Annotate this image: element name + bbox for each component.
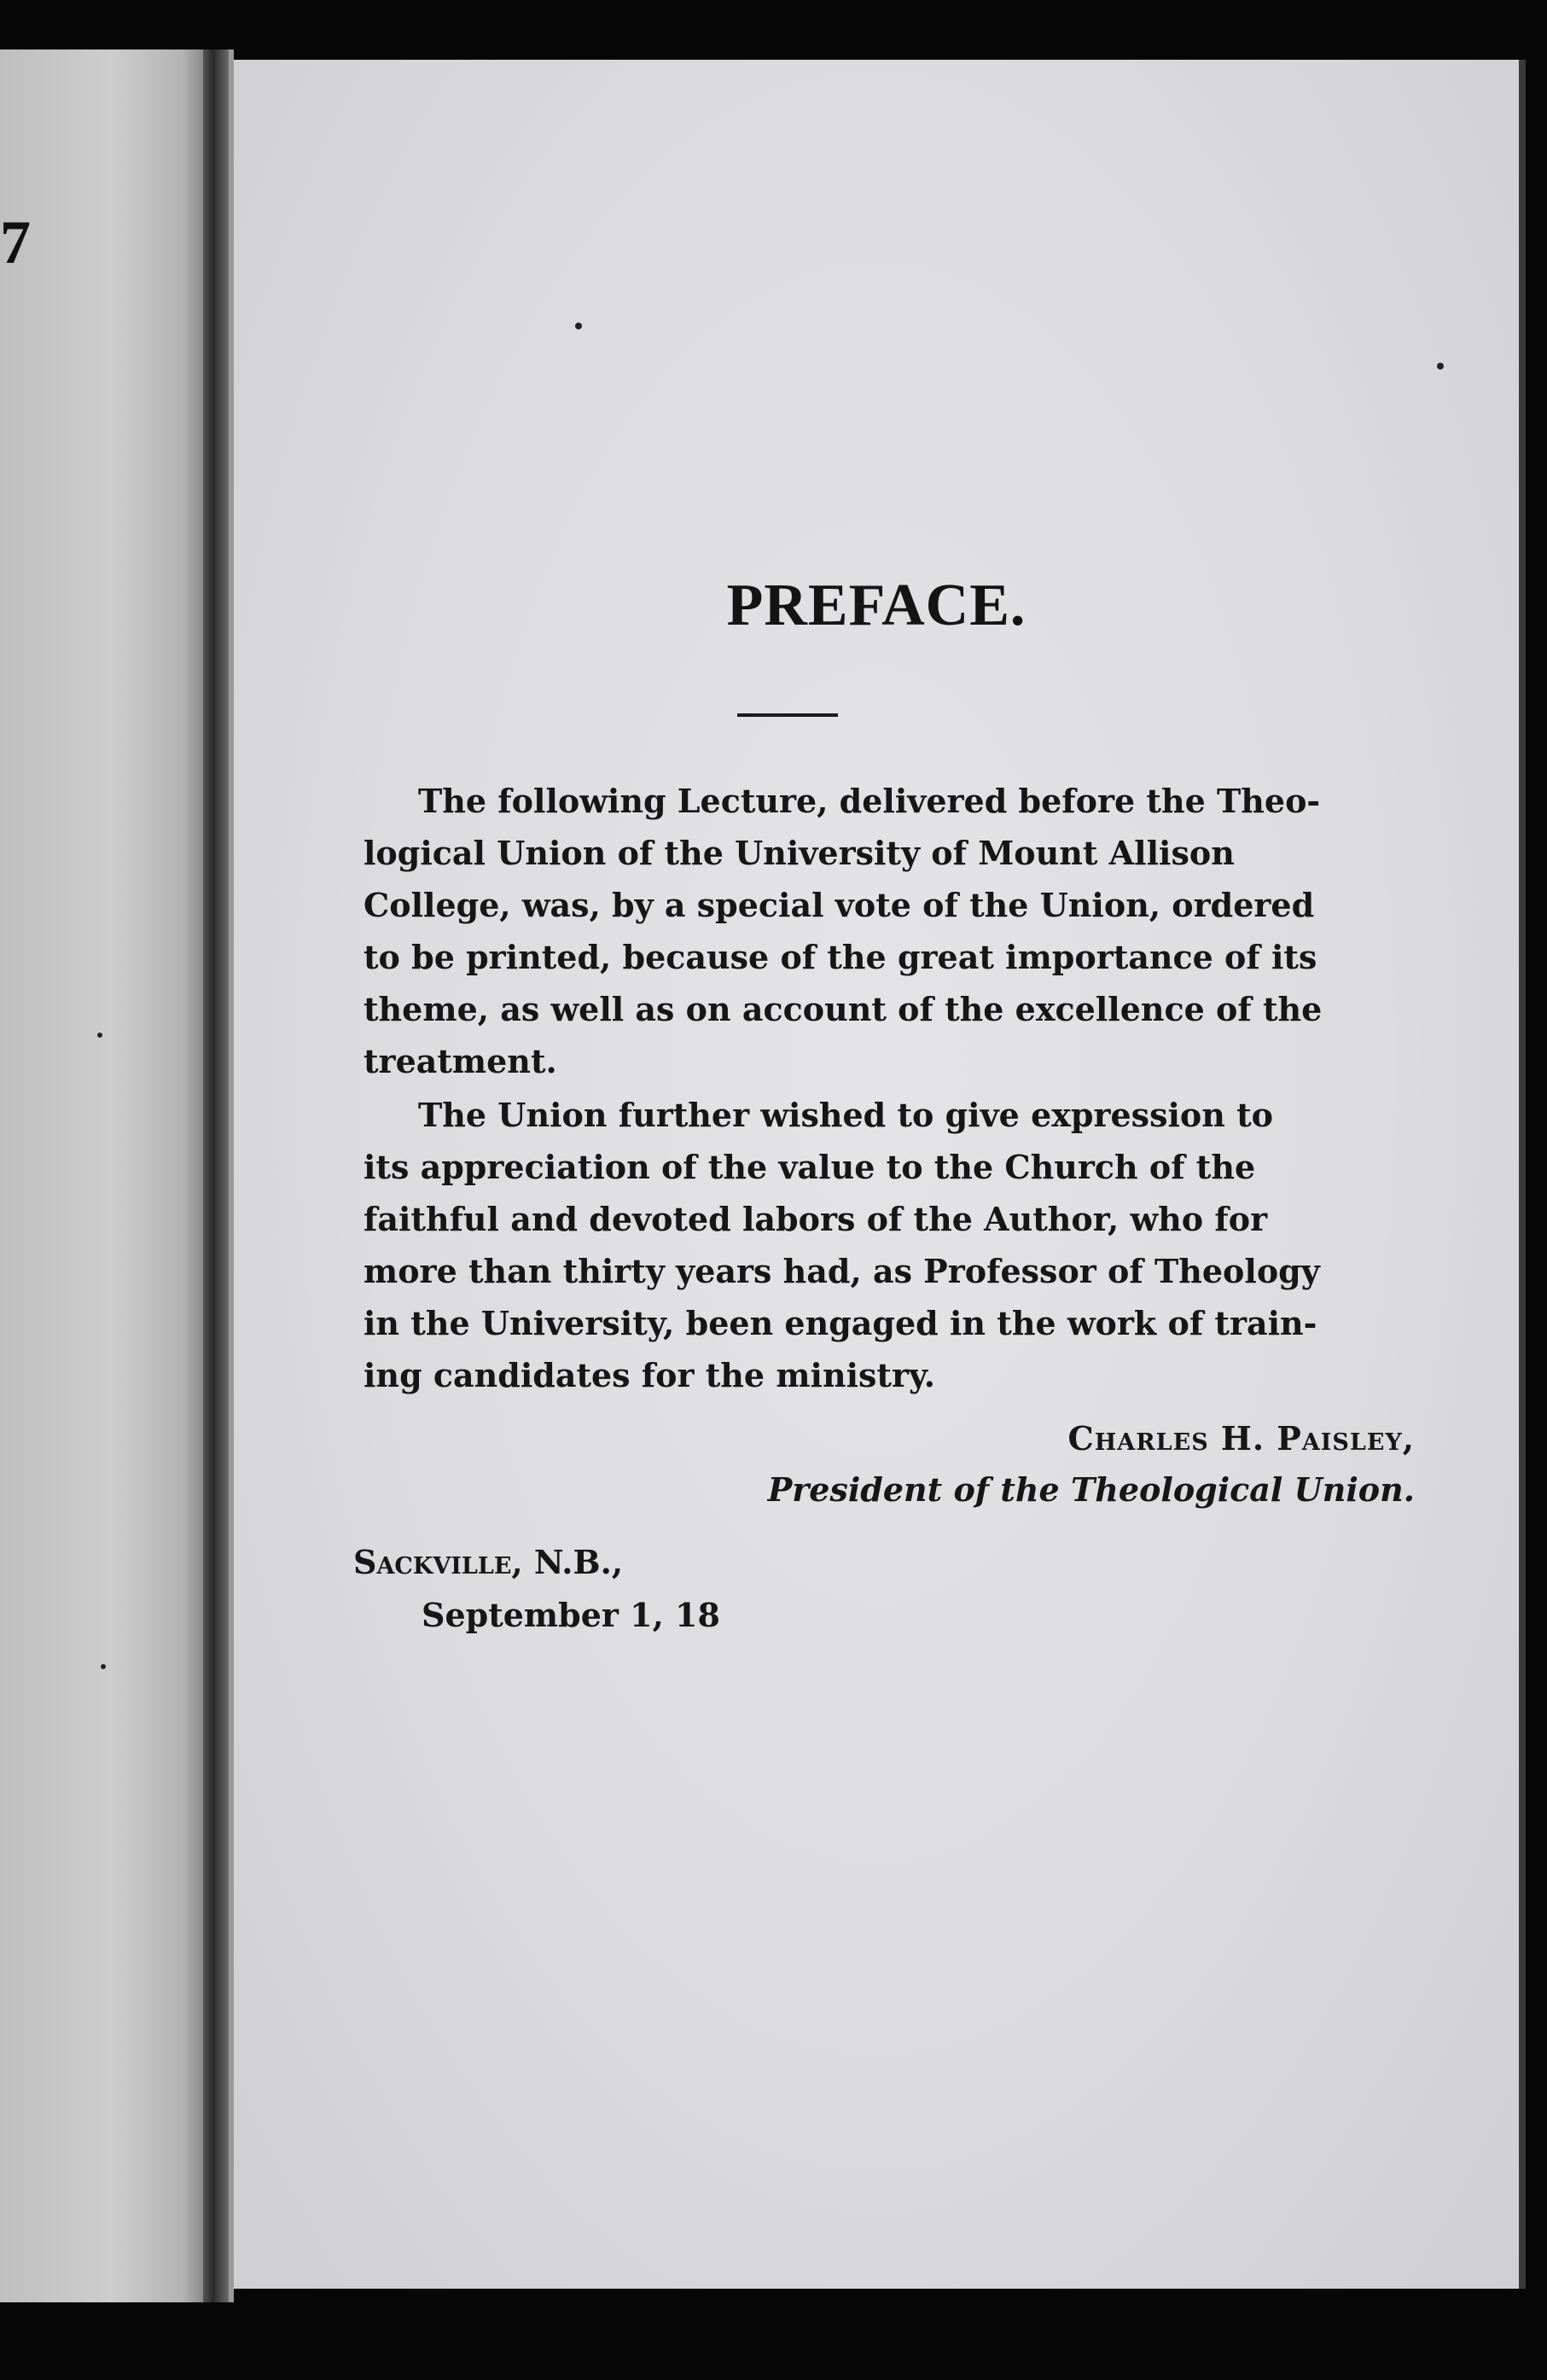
text-line: faithful and devoted labors of the Author, who for <box>363 1200 1268 1238</box>
place: Sackville, N.B., <box>353 1543 624 1581</box>
text-line: treatment. <box>363 1042 557 1080</box>
preface-paragraph-2 <box>363 1089 1449 1401</box>
paper-speck <box>97 1033 102 1038</box>
signature-block <box>768 1413 1415 1516</box>
text-line: ing candidates for the ministry. <box>363 1356 935 1394</box>
date: September 1, 18 <box>422 1596 720 1634</box>
text-line: to be printed, because of the great importance of its <box>363 938 1317 976</box>
title-rule <box>737 713 838 717</box>
margin-mark: 7 <box>0 208 31 276</box>
signatory-title: President of the Theological Union. <box>767 1470 1415 1509</box>
text-line: The following Lecture, delivered before the Theo- <box>418 782 1321 820</box>
paper-speck <box>575 323 582 329</box>
preface-paragraph-1 <box>363 775 1449 1087</box>
paper-speck <box>1437 363 1444 370</box>
signatory-name: Charles H. Paisley, <box>1067 1419 1415 1458</box>
text-line: The Union further wished to give expression to <box>418 1096 1274 1134</box>
text-line: logical Union of the University of Mount Allison <box>363 834 1235 872</box>
page-right-edge <box>1519 60 1526 2289</box>
page-title: PREFACE. <box>726 573 1026 638</box>
text-line: College, was, by a special vote of the Union, ordered <box>363 886 1315 924</box>
left-facing-page <box>0 49 203 2302</box>
text-line: theme, as well as on account of the excellence of the <box>363 990 1323 1028</box>
text-line: more than thirty years had, as Professor of Theology <box>363 1252 1320 1290</box>
text-line: in the University, been engaged in the work of train- <box>363 1304 1317 1342</box>
paper-speck <box>101 1664 106 1669</box>
book-spine <box>203 49 229 2302</box>
place-and-date <box>353 1536 720 1642</box>
preface-page <box>234 60 1519 2289</box>
text-line: its appreciation of the value to the Church of the <box>363 1148 1256 1186</box>
